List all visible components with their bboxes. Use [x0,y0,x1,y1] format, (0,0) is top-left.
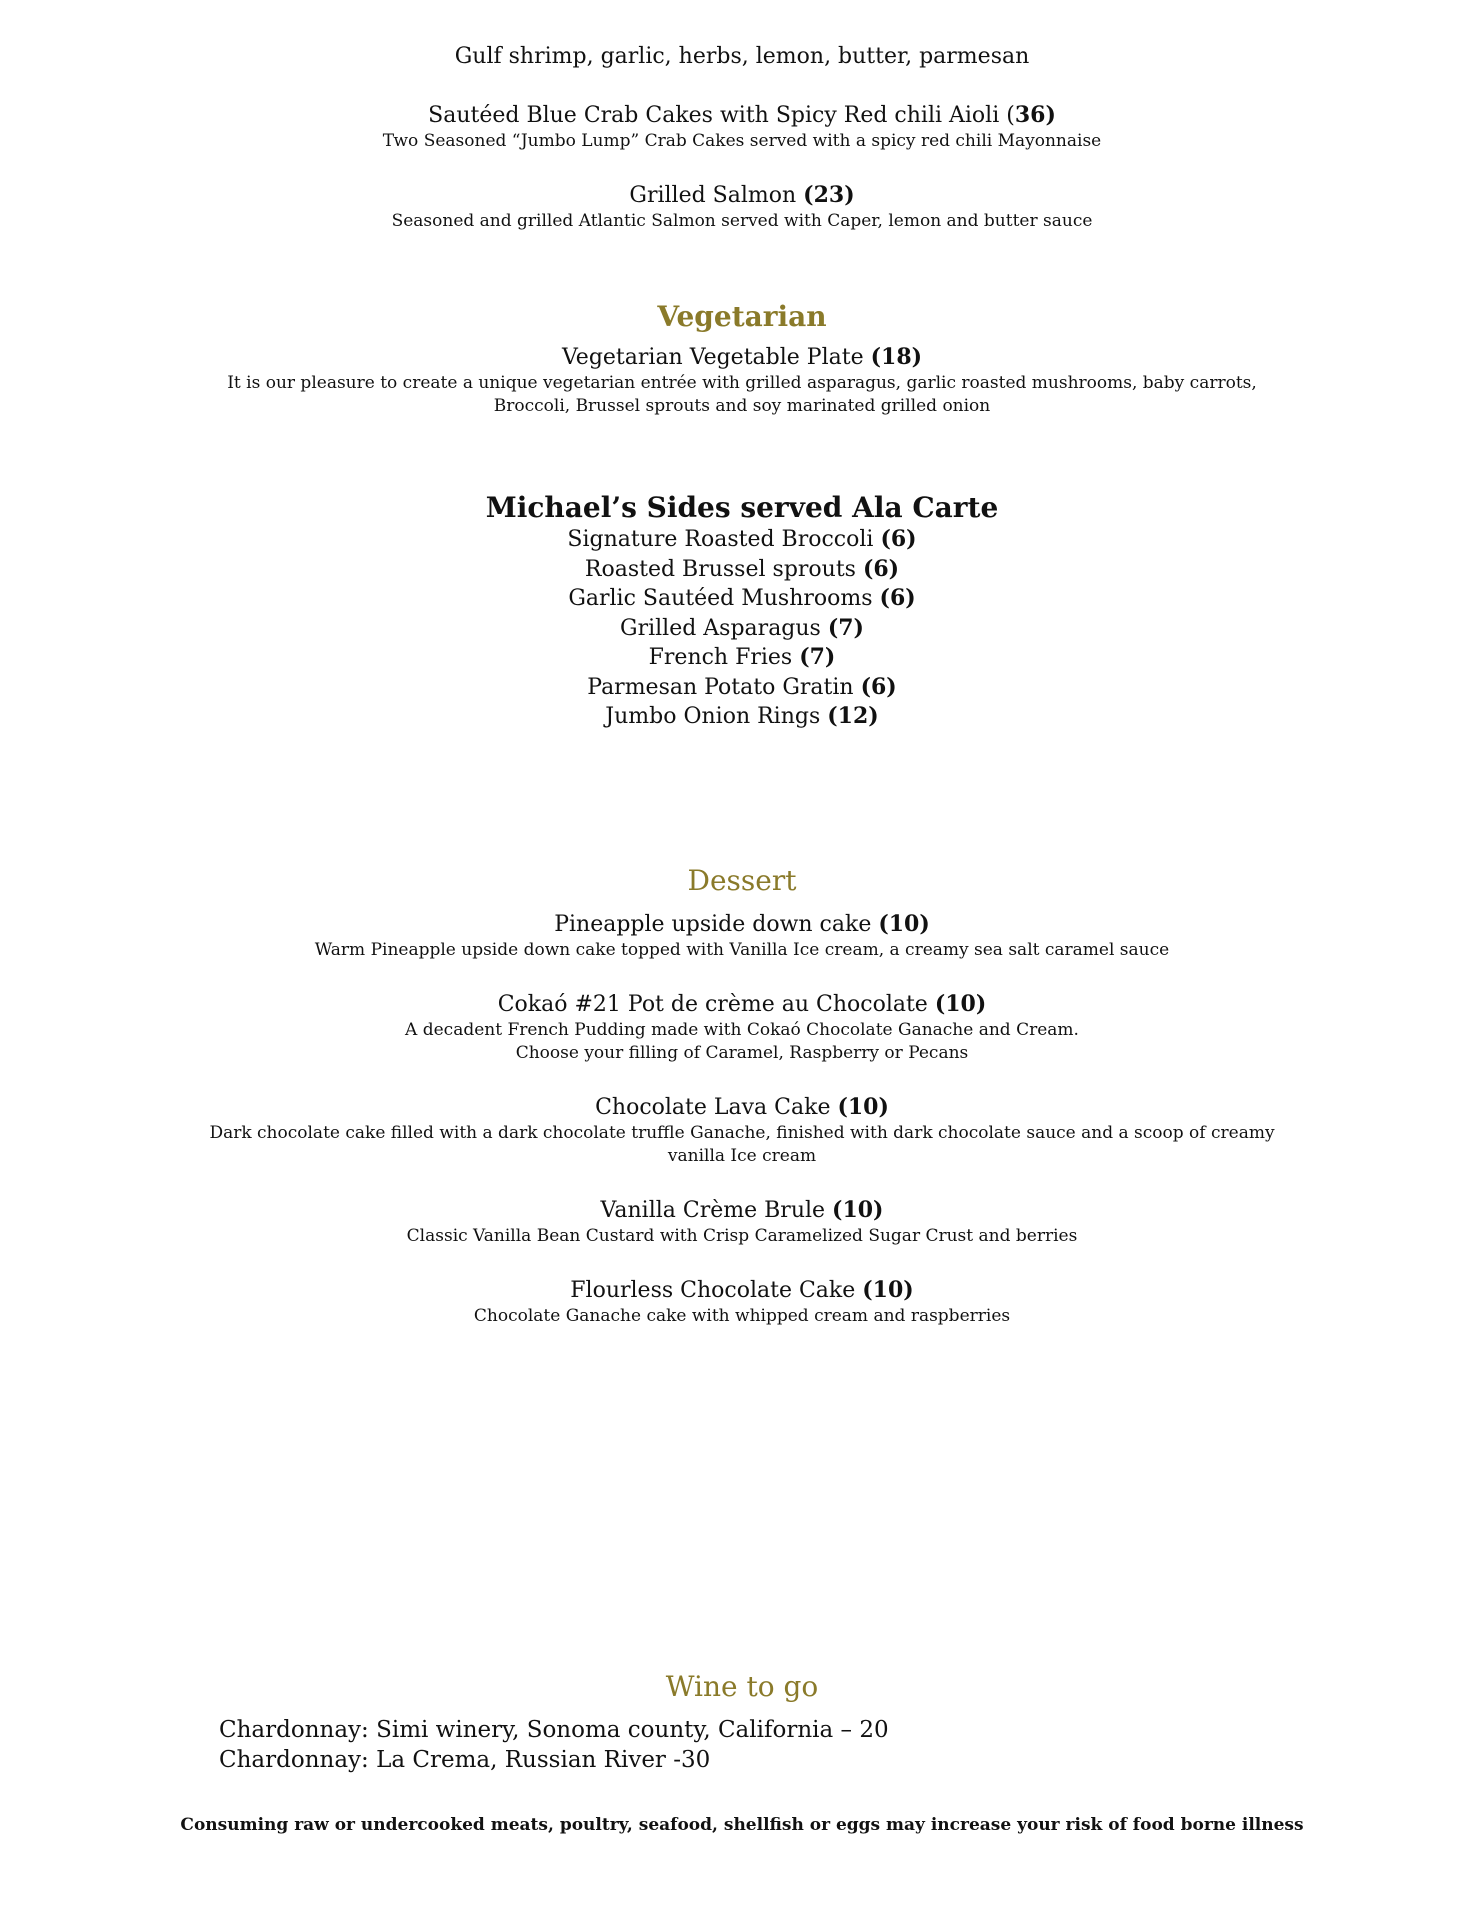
side-item [0,614,1484,644]
salmon-name [0,181,1484,210]
item-price: (6) [862,555,900,582]
crab-cakes-item [0,101,1484,153]
item-title: Parmesan Potato Gratin [587,674,861,700]
dessert-name [0,1196,1484,1225]
item-price: (10) [878,911,930,937]
dessert-desc: Classic Vanilla Bean Custard with Crisp Caramelized Sugar Crust and berries [406,1226,1078,1246]
item-title: Roasted Brussel sprouts [584,556,863,582]
dessert-desc: Chocolate Ganache cake with whipped cream and raspberries [473,1306,1011,1326]
dessert-item [0,1196,1484,1248]
dessert-desc: vanilla Ice cream [667,1146,817,1166]
dessert-desc: Dark chocolate cake filled with a dark chocolate truffle Ganache, finished with dark chocolate sauce and a scoop of creamy [209,1123,1275,1143]
wine-line: Chardonnay: Simi winery, Sonoma county, California – 20 [219,1717,889,1743]
side-item [0,702,1484,732]
item-title: Jumbo Onion Rings [605,704,828,729]
dessert-item [0,990,1484,1065]
item-title: Flourless Chocolate Cake [570,1278,863,1303]
vegetarian-heading: Vegetarian [657,300,827,333]
item-title: Chocolate Lava Cake [595,1095,838,1120]
side-item [0,555,1484,585]
item-price: (7) [827,614,864,641]
crab-cakes-name [0,101,1484,130]
dessert-item [0,910,1484,962]
dessert-item [0,1093,1484,1168]
item-price: (18) [870,344,923,370]
dessert-desc: Choose your filling of Caramel, Raspberry or Pecans [515,1043,969,1063]
item-title: Vegetarian Vegetable Plate [561,345,871,370]
wine-heading-block [0,1670,1484,1704]
disclaimer-block [0,1815,1484,1835]
salmon-item [0,181,1484,233]
wine-heading: Wine to go [665,1670,819,1703]
dessert-desc: Warm Pineapple upside down cake topped with Vanilla Ice cream, a creamy sea salt caramel sauce [314,940,1170,960]
food-safety-disclaimer: Consuming raw or undercooked meats, poultry, seafood, shellfish or eggs may increase your risk of food borne illness [180,1815,1304,1835]
item-price: (12) [827,703,879,729]
crab-cakes-desc: Two Seasoned “Jumbo Lump” Crab Cakes served with a spicy red chili Mayonnaise [382,131,1102,151]
dessert-name [0,1093,1484,1122]
item-title: Pineapple upside down cake [554,912,879,937]
vegetarian-desc-line: Broccoli, Brussel sprouts and soy marinated grilled onion [493,396,991,416]
side-item [0,673,1484,703]
item-title: Vanilla Crème Brule [600,1198,833,1223]
shrimp-item [0,43,1484,71]
item-price: 36) [1014,102,1056,128]
dessert-heading-block [0,864,1484,898]
dessert-name [0,1276,1484,1305]
item-price: (10) [862,1277,914,1303]
item-price: (6) [860,673,897,700]
item-title: Grilled Salmon [629,183,804,208]
sides-heading: Michael’s Sides served Ala Carte [485,491,999,524]
item-title: Grilled Asparagus [620,615,828,641]
item-title: Cokaó #21 Pot de crème au Chocolate [497,992,935,1017]
item-price: (23) [803,182,855,208]
item-title: Sautéed Blue Crab Cakes with Spicy Red chili Aioli ( [428,103,1015,128]
side-item [0,525,1484,555]
dessert-name [0,990,1484,1019]
shrimp-desc: Gulf shrimp, garlic, herbs, lemon, butter, parmesan [454,44,1030,69]
item-price: (7) [799,644,836,670]
item-price: (6) [880,526,917,552]
item-title: French Fries [648,645,800,670]
dessert-desc: A decadent French Pudding made with Cokaó Chocolate Ganache and Cream. [405,1020,1079,1040]
dessert-heading: Dessert [687,864,797,897]
side-item [0,584,1484,614]
item-title: Signature Roasted Broccoli [567,527,881,552]
vegetarian-desc-line: It is our pleasure to create a unique vegetarian entrée with grilled asparagus, garlic roasted mushrooms, baby carrots, [227,373,1257,393]
item-title: Garlic Sautéed Mushrooms [568,586,880,611]
dessert-name [0,910,1484,939]
dessert-item [0,1276,1484,1328]
vegetarian-section [0,300,1484,418]
sides-section [0,491,1484,732]
item-price: (6) [879,585,916,611]
wine-line: Chardonnay: La Crema, Russian River -30 [219,1747,711,1773]
item-price: (10) [832,1197,884,1223]
side-item [0,643,1484,673]
item-price: (10) [837,1094,889,1120]
vegetarian-plate-name [0,343,1484,372]
salmon-desc: Seasoned and grilled Atlantic Salmon served with Caper, lemon and butter sauce [391,211,1093,231]
item-price: (10) [934,991,987,1017]
